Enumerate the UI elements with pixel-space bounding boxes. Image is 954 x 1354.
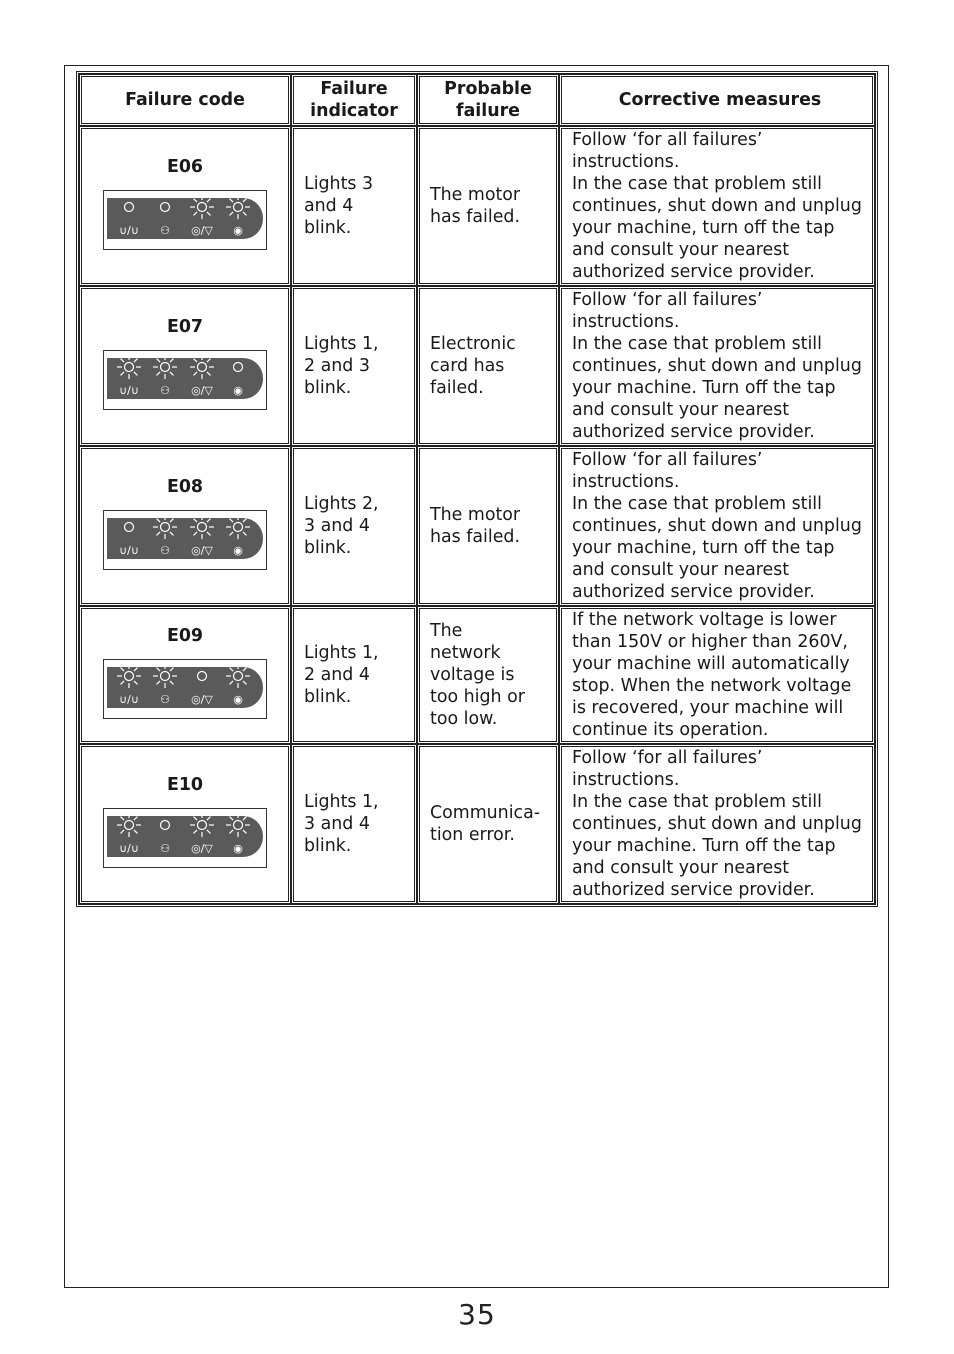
corrective-measures-cell <box>559 126 875 286</box>
probable-failure: Communica- tion error. <box>430 803 541 845</box>
indicator-light-1-blinking <box>117 358 141 397</box>
failure-code-cell <box>79 286 291 446</box>
corrective-measures: Follow ‘for all failures’ instructions. In the case that problem still continues, shut down and unplug your machine, turn off the tap and consult your nearest authorized service provider. <box>572 450 862 602</box>
svg-text:∪/∪: ∪/∪ <box>119 842 139 855</box>
failure-row <box>79 606 875 744</box>
corrective-measures-cell <box>559 606 875 744</box>
indicator-light-1-off <box>119 523 139 558</box>
corrective-measures-cell <box>559 446 875 606</box>
indicator-light-2-blinking <box>153 667 177 706</box>
probable-failure-cell <box>417 126 559 286</box>
failure-row <box>79 286 875 446</box>
corrective-measures: Follow ‘for all failures’ instructions. In the case that problem still continues, shut down and unplug your machine, turn off the tap and consult your nearest authorized service provider. <box>572 130 862 282</box>
failure-indicator: Lights 2, 3 and 4 blink. <box>304 494 379 558</box>
indicator-light-2-blinking <box>153 518 177 557</box>
svg-text:◎/▽: ◎/▽ <box>191 224 213 237</box>
svg-text:◎/▽: ◎/▽ <box>191 544 213 557</box>
svg-text:∪/∪: ∪/∪ <box>119 544 139 557</box>
indicator-light-2-off <box>160 203 170 238</box>
indicator-light-1-off <box>119 203 139 238</box>
indicator-light-3-blinking <box>190 518 214 557</box>
indicator-panel <box>103 350 267 410</box>
indicator-lights <box>107 358 263 399</box>
indicator-light-2-off <box>160 821 170 856</box>
svg-text:◎/▽: ◎/▽ <box>191 842 213 855</box>
probable-failure-cell <box>417 286 559 446</box>
svg-text:◉: ◉ <box>233 693 243 706</box>
svg-text:◎/▽: ◎/▽ <box>191 384 213 397</box>
control-panel-graphic <box>107 816 263 857</box>
svg-text:◉: ◉ <box>233 224 243 237</box>
failure-code-cell <box>79 606 291 744</box>
indicator-light-1-blinking <box>117 816 141 855</box>
indicator-light-3-off <box>191 672 213 707</box>
failure-row <box>79 126 875 286</box>
svg-text:⚇: ⚇ <box>160 224 170 237</box>
header-failure-indicator: Failure indicator <box>291 74 417 126</box>
failure-indicator: Lights 1, 2 and 4 blink. <box>304 643 379 707</box>
control-panel-graphic <box>107 198 263 239</box>
failure-indicator-cell <box>291 606 417 744</box>
svg-text:◉: ◉ <box>233 842 243 855</box>
failure-indicator: Lights 1, 2 and 3 blink. <box>304 334 379 398</box>
header-corrective-measures: Corrective measures <box>559 74 875 126</box>
probable-failure-cell <box>417 446 559 606</box>
failure-indicator-cell <box>291 744 417 904</box>
failure-row <box>79 446 875 606</box>
failure-indicator: Lights 3 and 4 blink. <box>304 174 374 238</box>
svg-text:⚇: ⚇ <box>160 693 170 706</box>
svg-text:⚇: ⚇ <box>160 384 170 397</box>
corrective-measures-cell <box>559 744 875 904</box>
header-probable-failure: Probable failure <box>417 74 559 126</box>
svg-text:◉: ◉ <box>233 544 243 557</box>
indicator-panel <box>103 659 267 719</box>
indicator-light-4-off <box>233 363 243 398</box>
failure-code: E10 <box>166 775 204 795</box>
indicator-light-4-blinking <box>226 816 250 855</box>
control-panel-graphic <box>107 358 263 399</box>
corrective-measures: Follow ‘for all failures’ instructions. In the case that problem still continues, shut down and unplug your machine. Turn off the tap and consult your nearest authorized service provider. <box>572 748 862 900</box>
probable-failure-cell <box>417 744 559 904</box>
indicator-lights <box>107 198 263 239</box>
indicator-panel <box>103 510 267 570</box>
probable-failure: The motor has failed. <box>430 185 521 227</box>
page-number: 35 <box>458 1298 496 1331</box>
svg-text:◉: ◉ <box>233 384 243 397</box>
probable-failure: The motor has failed. <box>430 505 521 547</box>
probable-failure: Electronic card has failed. <box>430 334 516 398</box>
corrective-measures: If the network voltage is lower than 150V or higher than 260V, your machine will automatically stop. When the network voltage is recovered, your machine will continue its operation. <box>572 610 852 740</box>
failure-indicator-cell <box>291 126 417 286</box>
indicator-light-4-blinking <box>226 198 250 237</box>
probable-failure-cell <box>417 606 559 744</box>
svg-text:⚇: ⚇ <box>160 544 170 557</box>
indicator-panel <box>103 808 267 868</box>
header-row <box>79 74 875 126</box>
indicator-light-4-blinking <box>226 518 250 557</box>
failure-row <box>79 744 875 904</box>
failure-code-cell <box>79 126 291 286</box>
failure-indicator-cell <box>291 286 417 446</box>
svg-text:◎/▽: ◎/▽ <box>191 693 213 706</box>
corrective-measures-cell <box>559 286 875 446</box>
probable-failure: The network voltage is too high or too low. <box>430 621 525 729</box>
indicator-light-3-blinking <box>190 358 214 397</box>
svg-text:∪/∪: ∪/∪ <box>119 693 139 706</box>
control-panel-graphic <box>107 518 263 559</box>
indicator-lights <box>107 518 263 559</box>
svg-text:∪/∪: ∪/∪ <box>119 224 139 237</box>
failure-indicator: Lights 1, 3 and 4 blink. <box>304 792 379 856</box>
failure-code-cell <box>79 446 291 606</box>
failure-table <box>76 71 878 907</box>
failure-code: E08 <box>166 477 204 497</box>
failure-indicator-cell <box>291 446 417 606</box>
indicator-panel <box>103 190 267 250</box>
failure-code-cell <box>79 744 291 904</box>
indicator-lights <box>107 816 263 857</box>
corrective-measures: Follow ‘for all failures’ instructions. In the case that problem still continues, shut down and unplug your machine. Turn off the tap and consult your nearest authorized service provider. <box>572 290 862 442</box>
indicator-light-2-blinking <box>153 358 177 397</box>
failure-code: E09 <box>166 626 204 646</box>
indicator-light-3-blinking <box>190 198 214 237</box>
svg-text:∪/∪: ∪/∪ <box>119 384 139 397</box>
svg-text:⚇: ⚇ <box>160 842 170 855</box>
indicator-light-3-blinking <box>190 816 214 855</box>
indicator-lights <box>107 667 263 708</box>
indicator-light-1-blinking <box>117 667 141 706</box>
indicator-light-4-blinking <box>226 667 250 706</box>
header-failure-code: Failure code <box>79 74 291 126</box>
failure-code: E07 <box>166 317 204 337</box>
control-panel-graphic <box>107 667 263 708</box>
failure-code: E06 <box>166 157 204 177</box>
